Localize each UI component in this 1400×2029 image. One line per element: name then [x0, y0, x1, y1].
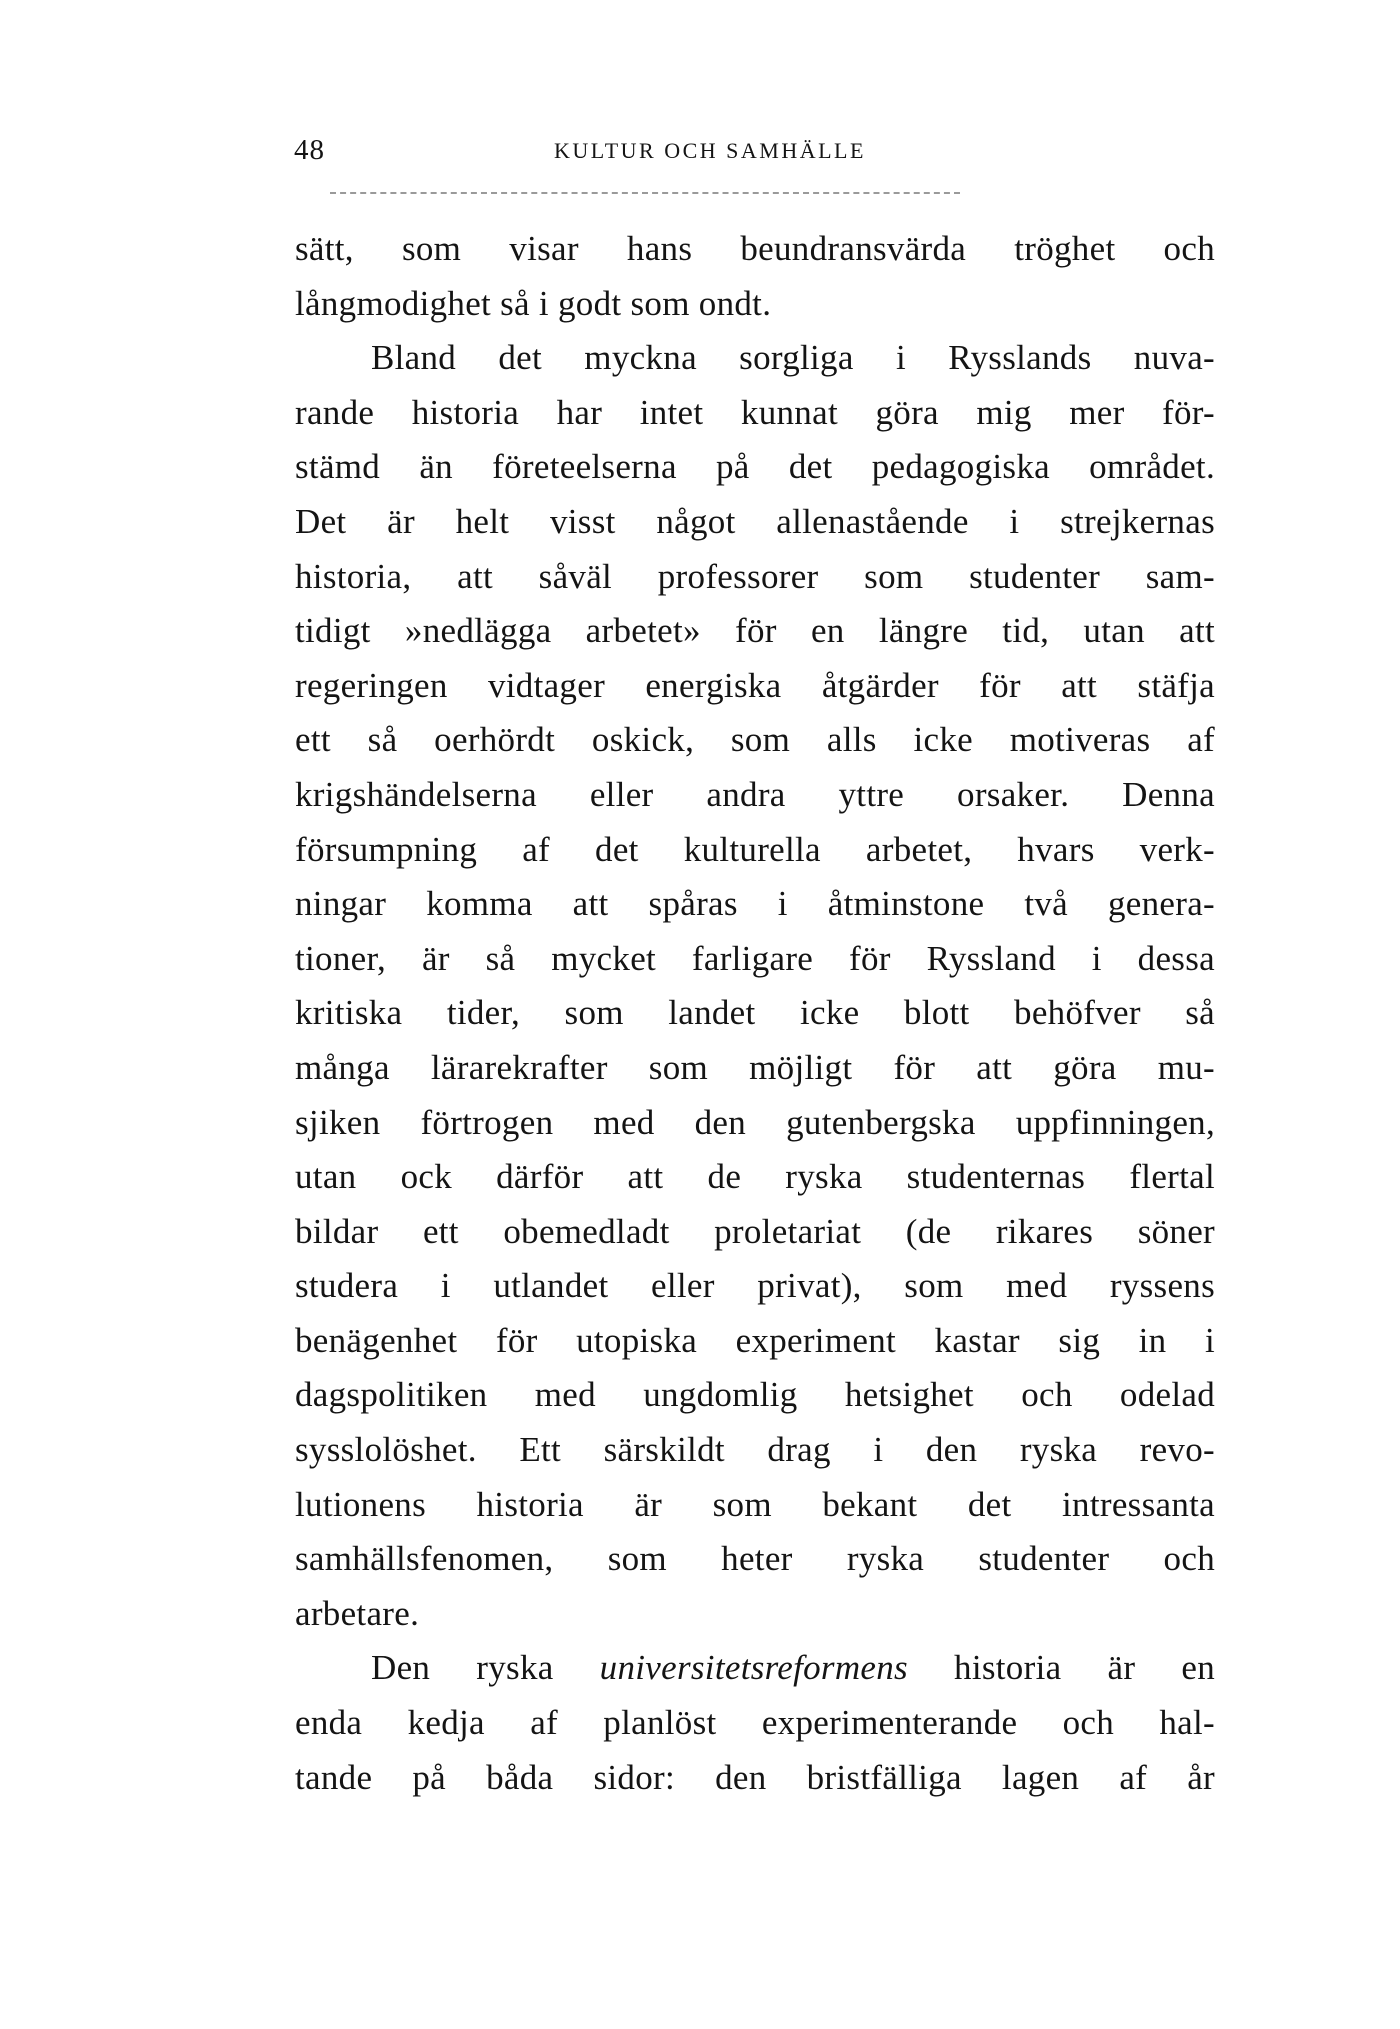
text-line: krigshändelserna eller andra yttre orsaker. Denna	[295, 774, 1215, 814]
text-line: tidigt »nedlägga arbetet» för en längre tid, utan att	[295, 611, 1215, 651]
text-line: Det är helt visst något allenastående i strejkernas	[295, 501, 1215, 541]
text-line: ningar komma att spåras i åtminstone två genera-	[295, 884, 1215, 924]
text-line: försumpning af det kulturella arbetet, hvars verk-	[295, 829, 1215, 869]
text-line: ett så oerhördt oskick, som alls icke motiveras af	[295, 720, 1215, 760]
running-head: KULTUR OCH SAMHÄLLE	[554, 138, 866, 163]
text-line: arbetare.	[295, 1593, 420, 1633]
header-rule	[330, 192, 960, 194]
text-line: Bland det myckna sorgliga i Rysslands nuva-	[371, 338, 1215, 378]
text-line: sjiken förtrogen med den gutenbergska uppfinningen,	[295, 1102, 1215, 1142]
text-line: långmodighet så i godt som ondt.	[295, 283, 772, 323]
text-line: enda kedja af planlöst experimenterande och hal-	[295, 1703, 1215, 1743]
text-line: lutionens historia är som bekant det intressanta	[295, 1484, 1215, 1524]
text-line	[295, 1641, 1215, 1696]
text-run: historia är en	[907, 1648, 1215, 1688]
text-line: rande historia har intet kunnat göra mig mer för-	[295, 392, 1215, 432]
body-text	[295, 222, 1215, 1805]
text-line: regeringen vidtager energiska åtgärder för att stäfja	[295, 665, 1215, 705]
page-header	[294, 134, 1222, 174]
italic-term: universitetsreformens	[599, 1648, 908, 1688]
text-line: dagspolitiken med ungdomlig hetsighet och odelad	[295, 1375, 1215, 1415]
text-line: benägenhet för utopiska experiment kastar sig in i	[295, 1320, 1215, 1360]
text-line: tande på båda sidor: den bristfälliga lagen af år	[295, 1757, 1215, 1797]
text-line: tioner, är så mycket farligare för Ryssland i dessa	[295, 938, 1215, 978]
text-line: kritiska tider, som landet icke blott behöfver så	[295, 993, 1215, 1033]
text-line: sätt, som visar hans beundransvärda tröghet och	[295, 229, 1215, 268]
text-line: stämd än företeelserna på det pedagogiska området.	[295, 447, 1215, 487]
text-run: Den ryska	[371, 1648, 600, 1688]
text-line: samhällsfenomen, som heter ryska studenter och	[295, 1539, 1215, 1579]
text-line: sysslolöshet. Ett särskildt drag i den ryska revo-	[295, 1430, 1215, 1470]
text-line: historia, att såväl professorer som studenter sam-	[295, 556, 1215, 596]
text-line: bildar ett obemedladt proletariat (de rikares söner	[295, 1211, 1215, 1251]
page-number: 48	[294, 134, 325, 166]
text-line: utan ock därför att de ryska studenternas flertal	[295, 1157, 1215, 1197]
text-line: studera i utlandet eller privat), som med ryssens	[295, 1266, 1215, 1306]
text-line: många lärarekrafter som möjligt för att göra mu-	[295, 1047, 1215, 1087]
